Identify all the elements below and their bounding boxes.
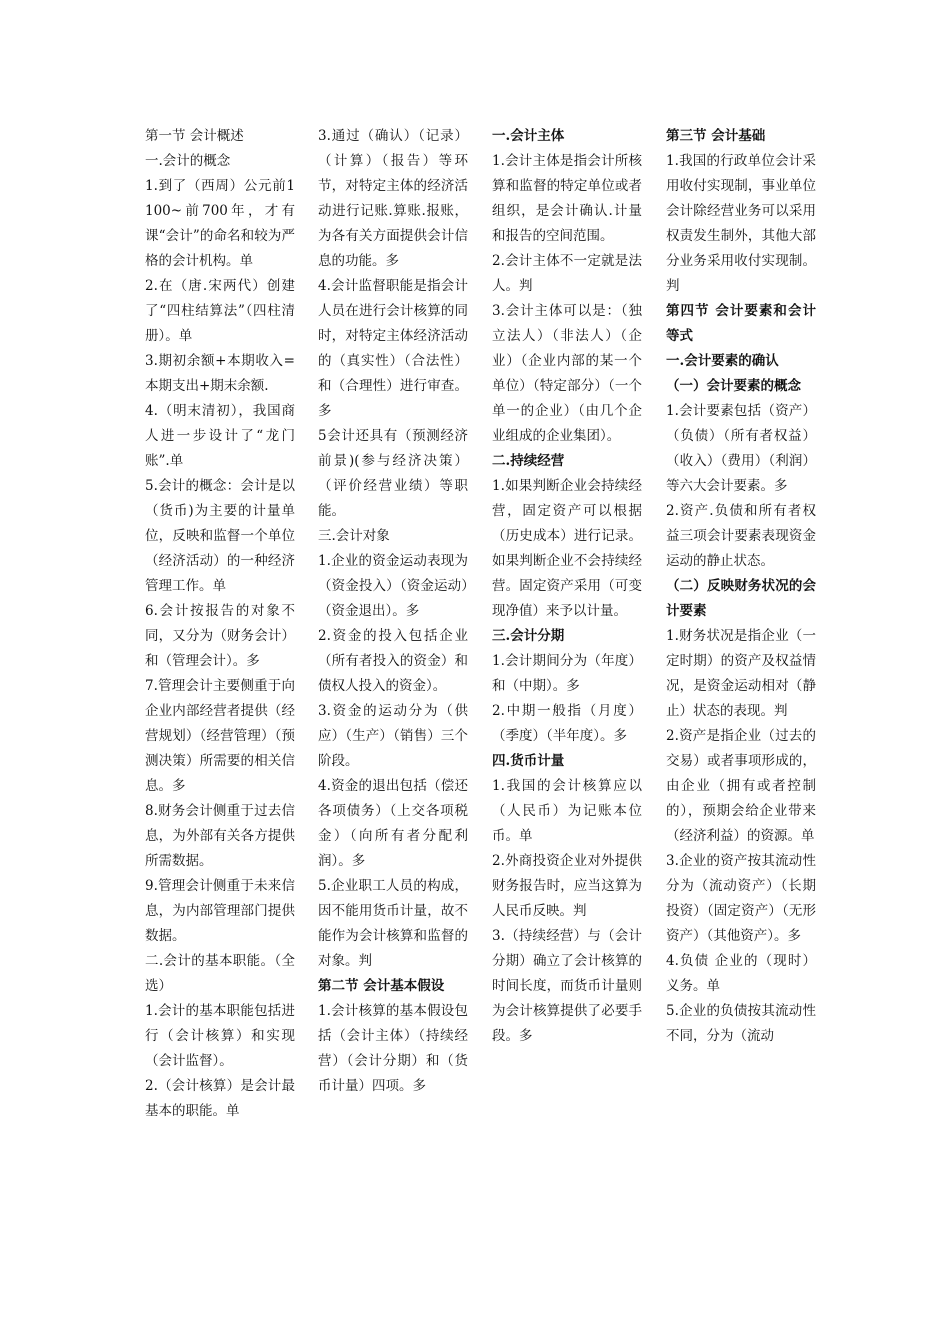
paragraph: 2.在（唐.宋两代）创建了“四柱结算法”（四柱清册）。单	[145, 278, 295, 344]
column-4	[666, 124, 816, 1049]
paragraph: 第二节 会计基本假设	[318, 978, 445, 994]
paragraph: 5.企业职工人员的构成，因不能用货币计量，故不能作为会计核算和监督的对象。判	[318, 878, 468, 969]
paragraph: 2.资产.负债和所有者权益三项会计要素表现资金运动的静止状态。	[666, 503, 816, 569]
paragraph: （二）反映财务状况的会计要素	[666, 578, 816, 619]
paragraph: 四.货币计量	[492, 753, 565, 769]
paragraph: 一.会计主体	[492, 128, 565, 144]
paragraph: 5会计还具有（预测经济前景)(参与经济决策）（评价经营业绩）等职能。	[318, 428, 468, 519]
paragraph: 5.会计的概念：会计是以（货币)为主要的计量单位，反映和监督一个单位（经济活动）的一种经济管理工作。单	[145, 478, 295, 594]
paragraph: 二.持续经营	[492, 453, 565, 469]
paragraph: 三.会计对象	[318, 528, 390, 544]
paragraph: 1.会计的基本职能包括进行（会计核算）和实现（会计监督）。	[145, 1003, 295, 1069]
paragraph: 2.会计主体不一定就是法人。判	[492, 253, 642, 294]
paragraph: 4.资金的退出包括（偿还各项债务）（上交各项税金）（向所有者分配利润）。多	[318, 778, 468, 869]
paragraph: 8.财务会计侧重于过去信息，为外部有关各方提供所需数据。	[145, 803, 295, 869]
paragraph: （一）会计要素的概念	[666, 378, 801, 394]
paragraph: 1.会计主体是指会计所核算和监督的特定单位或者组织，是会计确认.计量和报告的空间范围。	[492, 153, 642, 244]
paragraph: 3.会计主体可以是：（独立法人）（非法人）（企业）（企业内部的某一个单位）（特定部分）（一个单一的企业）（由几个企业组成的企业集团）。	[492, 303, 642, 444]
column-3	[492, 124, 642, 1049]
column-2	[318, 124, 468, 1099]
paragraph: 1.我国的行政单位会计采用收付实现制，事业单位会计除经营业务可以采用权责发生制外，其他大部分业务采用收付实现制。判	[666, 153, 816, 294]
paragraph: 2.（会计核算）是会计最基本的职能。单	[145, 1078, 295, 1119]
paragraph: 9.管理会计侧重于未来信息，为内部管理部门提供数据。	[145, 878, 295, 944]
column-1	[145, 124, 295, 1124]
paragraph: 一.会计的概念	[145, 153, 231, 169]
paragraph: 3.期初余额+本期收入=本期支出+期末余额.	[145, 353, 295, 394]
paragraph: 1.我国的会计核算应以（人民币）为记账本位币。单	[492, 778, 642, 844]
paragraph: 3.（持续经营）与（会计分期）确立了会计核算的时间长度，而货币计量则为会计核算提供了必要手段。多	[492, 928, 642, 1044]
paragraph: 3.企业的资产按其流动性分为（流动资产）（长期投资）（固定资产）（无形资产）（其他资产）。多	[666, 853, 816, 944]
paragraph: 1.到了（西周）公元前1100~前700年，才有课“会计”的命名和较为严格的会计机构。单	[145, 178, 295, 269]
paragraph: 二.会计的基本职能。（全选）	[145, 953, 295, 994]
paragraph: 2.外商投资企业对外提供财务报告时，应当这算为人民币反映。判	[492, 853, 642, 919]
paragraph: 1.财务状况是指企业（一定时期）的资产及权益情况，是资金运动相对（静止）状态的表现。判	[666, 628, 816, 719]
paragraph: 6.会计按报告的对象不同，又分为（财务会计）和（管理会计）。多	[145, 603, 295, 669]
paragraph: 4.（明末清初），我国商人进一步设计了“龙门账”.单	[145, 403, 295, 469]
paragraph: 第四节 会计要素和会计等式	[666, 303, 816, 344]
paragraph: 三.会计分期	[492, 628, 565, 644]
paragraph: 第一节 会计概述	[145, 128, 244, 144]
paragraph: 2.资金的投入包括企业（所有者投入的资金）和债权人投入的资金）。	[318, 628, 468, 694]
paragraph: 4.负债 企业的（现时）义务。单	[666, 953, 816, 994]
paragraph: 2.资产是指企业（过去的交易）或者事项形成的，由企业（拥有或者控制的），预期会给企业带来（经济利益）的资源。单	[666, 728, 816, 844]
paragraph: 3.资金的运动分为（供应）（生产）（销售）三个阶段。	[318, 703, 468, 769]
paragraph: 1.企业的资金运动表现为（资金投入）（资金运动）（资金退出）。多	[318, 553, 468, 619]
paragraph: 5.企业的负债按其流动性不同，分为（流动	[666, 1003, 816, 1044]
paragraph: 4.会计监督职能是指会计人员在进行会计核算的同时，对特定主体经济活动的（真实性）（合法性）和（合理性）进行审查。多	[318, 278, 468, 419]
paragraph: 7.管理会计主要侧重于向企业内部经营者提供（经营规划）（经营管理）（预测决策）所需要的相关信息。多	[145, 678, 295, 794]
paragraph: 一.会计要素的确认	[666, 353, 779, 369]
paragraph: 1.会计要素包括（资产）（负债）（所有者权益）（收入）（费用）（利润）等六大会计要素。多	[666, 403, 816, 494]
paragraph: 2.中期一般指（月度）（季度）（半年度）。多	[492, 703, 642, 744]
paragraph: 3.通过（确认）（记录）（计算）（报告）等环节，对特定主体的经济活动进行记账.算账.报账，为各有关方面提供会计信息的功能。多	[318, 128, 468, 269]
paragraph: 1.会计期间分为（年度）和（中期）。多	[492, 653, 642, 694]
paragraph: 第三节 会计基础	[666, 128, 766, 144]
paragraph: 1.会计核算的基本假设包括（会计主体）（持续经营）（会计分期）和（货币计量）四项。多	[318, 1003, 468, 1094]
paragraph: 1.如果判断企业会持续经营，固定资产可以根据（历史成本）进行记录。如果判断企业不会持续经营。固定资产采用（可变现净值）来予以计量。	[492, 478, 642, 619]
